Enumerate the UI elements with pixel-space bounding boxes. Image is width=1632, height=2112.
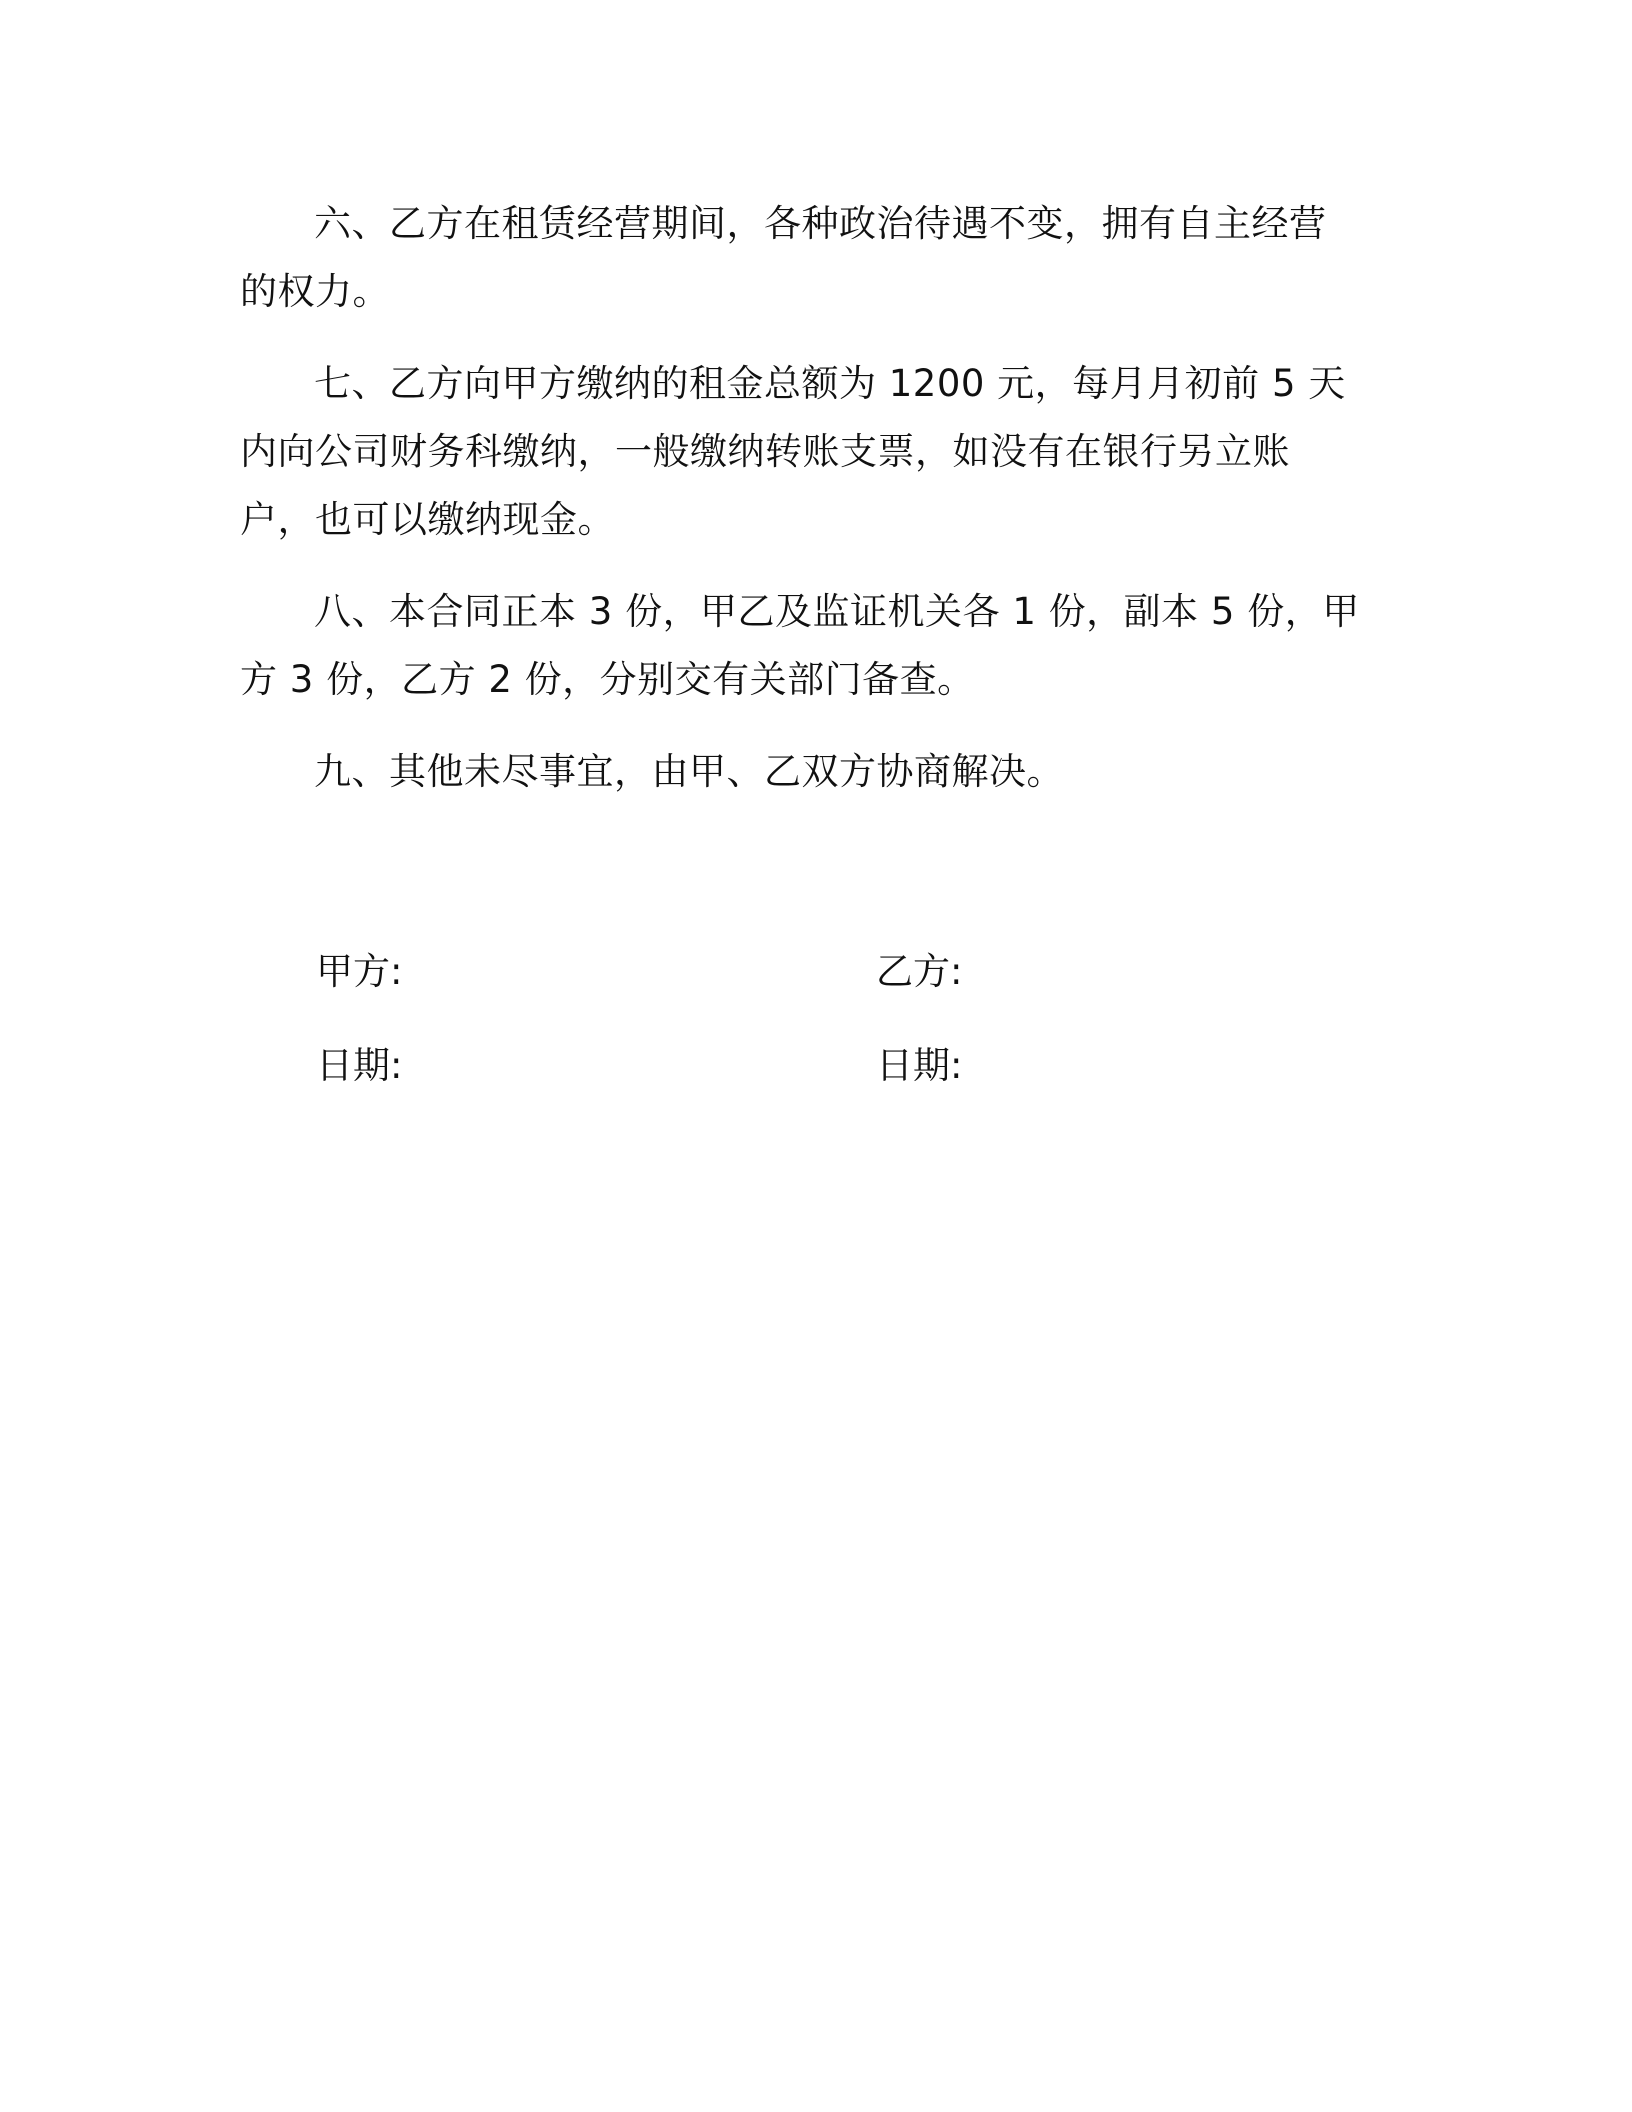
signature-party-row — [316, 925, 1216, 1019]
contract-clauses — [240, 190, 1360, 830]
signature-block — [316, 925, 1216, 1113]
date-a-label: 日期: — [316, 1044, 403, 1087]
party-a-label: 甲方: — [316, 950, 403, 993]
date-b-label: 日期: — [876, 1044, 963, 1087]
clause-six: 六、乙方在租赁经营期间，各种政治待遇不变，拥有自主经营的权力。 — [240, 202, 1327, 313]
clause-nine: 九、其他未尽事宜，由甲、乙双方协商解决。 — [314, 750, 1064, 793]
clause-eight: 八、本合同正本 3 份，甲乙及监证机关各 1 份，副本 5 份，甲方 3 份，乙方 2 份，分别交有关部门备查。 — [240, 590, 1360, 701]
signature-date-row — [316, 1019, 1216, 1113]
clause-seven: 七、乙方向甲方缴纳的租金总额为 1200 元，每月月初前 5 天内向公司财务科缴纳，一般缴纳转账支票，如没有在银行另立账户，也可以缴纳现金。 — [240, 362, 1346, 541]
party-b-label: 乙方: — [876, 950, 963, 993]
